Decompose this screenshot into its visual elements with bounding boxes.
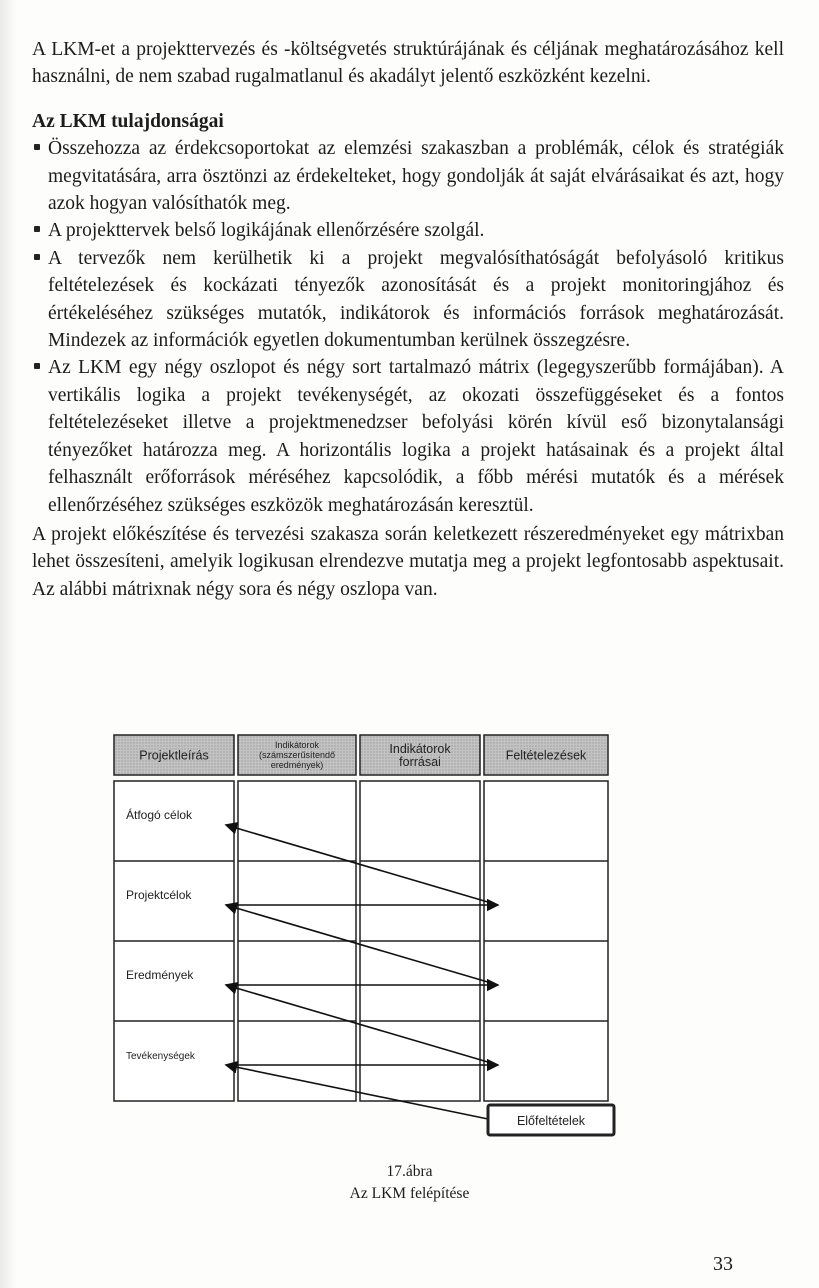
column-header-label: forrásai <box>399 754 441 769</box>
row-label: Projektcélok <box>126 888 192 902</box>
page-number: 33 <box>713 1253 733 1275</box>
column-header-label: Projektleírás <box>139 748 209 763</box>
row-label: Eredmények <box>126 968 194 982</box>
bullet-icon <box>34 363 40 369</box>
page-body <box>32 36 784 603</box>
preconditions-label: Előfeltételek <box>516 1114 586 1128</box>
closing-paragraph: A projekt előkészítése és tervezési szakasza során keletkezett részeredményeket egy mátrixban lehet összesíteni, amelyik logikusan elrendezve mutatja meg a projekt legfontosabb aspektusait. Az alábbi mátrixnak négy sora és négy oszlopa van. <box>32 523 784 600</box>
figure-caption <box>0 1161 819 1205</box>
row-label: Tevékenységek <box>126 1051 195 1062</box>
column-header-label: (számszerűsítendő <box>258 750 336 761</box>
list-item <box>32 354 784 518</box>
list-item <box>32 245 784 355</box>
column-header-label: Indikátorok <box>274 740 320 751</box>
caption-title: Az LKM felépítése <box>349 1185 470 1202</box>
column-header-label: Indikátorok <box>389 741 451 756</box>
list-item-text: A projekttervek belső logikájának ellenőrzésére szolgál. <box>48 220 485 242</box>
bullet-icon <box>34 254 40 260</box>
list-item-text: Az LKM egy négy oszlopot és négy sort tartalmazó mátrix (legegyszerűbb formájában). A vertikális logika a projekt tevékenységét, az okozati összefüggéseket és a fontos feltételezéseket illetve a projektmenedzser befolyási körén kívül eső bizonytalansági tényezőket határozza meg. A horizontális logika a projekt hatásainak és a projekt által felhasznált erőforrások méréséhez kapcsolódik, a főbb mérési mutatók és a mérések ellenőrzéséhez szükséges eszközök meghatározásán keresztül. <box>48 357 784 516</box>
section-heading: Az LKM tulajdonságai <box>32 110 224 132</box>
lkm-matrix-diagram <box>112 733 622 1143</box>
list-item <box>32 135 784 217</box>
bullet-icon <box>34 144 40 150</box>
list-item-text: Összehozza az érdekcsoportokat az elemzési szakaszban a problémák, célok és stratégiák megvitatására, arra ösztönzi az érdekelteket, hogy gondolják át saját elvárásaikat és azt, hogy azok hogyan valósíthatók meg. <box>48 138 784 215</box>
lkm-figure <box>112 733 622 1143</box>
column-header-label: eredmények) <box>270 760 324 771</box>
bullet-icon <box>34 226 40 232</box>
list-item <box>32 217 784 244</box>
intro-paragraph: A LKM-et a projekttervezés és -költségvetés struktúrájának és céljának meghatározásához kell használni, de nem szabad rugalmatlanul és akadályt jelentő eszközként kezelni. <box>32 39 784 88</box>
scan-edge-shadow <box>0 0 16 1288</box>
row-label: Átfogó célok <box>126 808 193 822</box>
list-item-text: A tervezők nem kerülhetik ki a projekt megvalósíthatóságát befolyásoló kritikus feltételezések és kockázati tényezők azonosítását és a projekt monitoringjához és értékeléséhez szükséges mutatók, indikátorok és információs források meghatározását. Mindezek az információk egyetlen dokumentumban kerülnek összegzésre. <box>48 247 784 352</box>
caption-number: 17.ábra <box>386 1163 433 1180</box>
column-header-label: Feltételezések <box>505 748 587 763</box>
properties-list <box>32 135 784 519</box>
